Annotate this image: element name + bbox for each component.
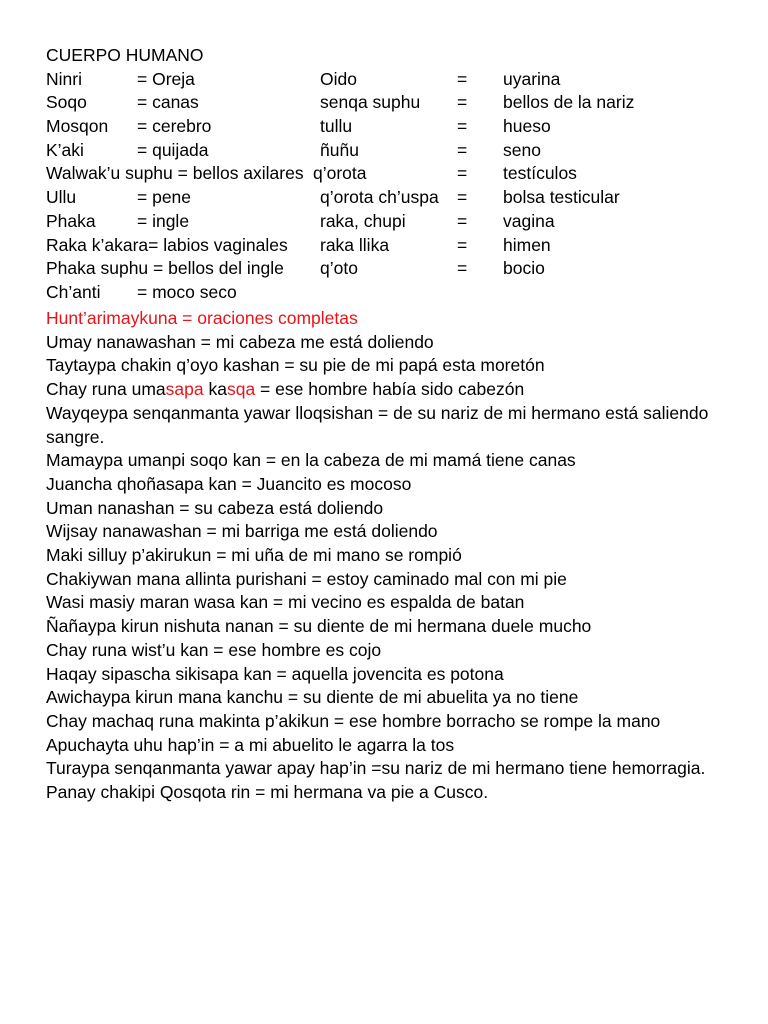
highlighted-suffix: sqa xyxy=(226,379,256,400)
equals-sign: = xyxy=(457,258,468,279)
quechua-term: Phaka xyxy=(46,210,96,231)
document-title: CUERPO HUMANO xyxy=(46,45,204,65)
vocab-row xyxy=(46,115,736,139)
equals-sign: = xyxy=(457,210,468,231)
sentence: Ñañaypa kirun nishuta nanan = su diente de mi hermana duele mucho xyxy=(46,616,592,637)
vocab-row xyxy=(46,139,736,163)
equals-sign: = xyxy=(457,139,468,160)
vocab-row xyxy=(46,257,736,281)
vocab-row xyxy=(46,162,736,186)
vocab-row xyxy=(46,210,736,234)
equals-sign: = xyxy=(457,163,468,184)
spanish-meaning: testículos xyxy=(503,163,577,184)
spanish-meaning: seno xyxy=(503,139,541,160)
sentence: Taytaypa chakin q’oyo kashan = su pie de mi papá esta moretón xyxy=(46,355,545,376)
sentence-part: Chay runa uma xyxy=(46,379,166,400)
sentence: Juancha qhoñasapa kan = Juancito es mocoso xyxy=(46,473,412,494)
sentence: Wayqeypa senqanmanta yawar lloqsishan = de su nariz de mi hermano está saliendo sangre. xyxy=(46,402,709,447)
sentence: Mamaypa umanpi soqo kan = en la cabeza de mi mamá tiene canas xyxy=(46,450,576,471)
equals-sign: = xyxy=(457,116,468,137)
sentence: Wijsay nanawashan = mi barriga me está doliendo xyxy=(46,521,438,542)
quechua-term: raka, chupi xyxy=(320,210,406,231)
vocabulary-list xyxy=(46,44,736,305)
spanish-meaning: bellos de la nariz xyxy=(503,92,635,113)
spanish-meaning: himen xyxy=(503,234,551,255)
sentence: Chakiywan mana allinta purishani = estoy caminado mal con mi pie xyxy=(46,568,567,589)
sentences-section xyxy=(46,307,736,805)
quechua-term: Ullu xyxy=(46,187,77,208)
quechua-term: q’oto xyxy=(320,258,358,279)
quechua-term: Ch’anti xyxy=(46,281,101,302)
sentence: Apuchayta uhu hap’in = a mi abuelito le agarra la tos xyxy=(46,734,455,755)
sentence: Umay nanawashan = mi cabeza me está doliendo xyxy=(46,331,434,352)
quechua-term: K’aki xyxy=(46,139,84,160)
sentence: Wasi masiy maran wasa kan = mi vecino es espalda de batan xyxy=(46,592,525,613)
spanish-meaning: = moco seco xyxy=(137,281,237,302)
sentence: Haqay sipascha sikisapa kan = aquella jovencita es potona xyxy=(46,663,504,684)
quechua-term: Ninri xyxy=(46,68,82,89)
vocab-row xyxy=(46,186,736,210)
spanish-meaning: = ingle xyxy=(137,210,190,231)
spanish-meaning: = Oreja xyxy=(137,68,195,89)
quechua-term: Mosqon xyxy=(46,116,109,137)
vocab-row xyxy=(46,234,736,258)
quechua-term: senqa suphu xyxy=(320,92,421,113)
spanish-meaning: = cerebro xyxy=(137,116,212,137)
quechua-term-with-meaning: Phaka suphu = bellos del ingle xyxy=(46,258,284,279)
quechua-term-with-meaning: Walwak’u suphu = bellos axilares xyxy=(46,163,304,184)
equals-sign: = xyxy=(457,92,468,113)
quechua-term: Oido xyxy=(320,68,357,89)
sentence: Chay runa wist’u kan = ese hombre es cojo xyxy=(46,639,382,660)
sentence: Panay chakipi Qosqota rin = mi hermana va pie a Cusco. xyxy=(46,782,489,803)
sentence: Uman nanashan = su cabeza está doliendo xyxy=(46,497,384,518)
spanish-meaning: uyarina xyxy=(503,68,561,89)
sentence: Chay machaq runa makinta p’akikun = ese hombre borracho se rompe la mano xyxy=(46,710,661,731)
spanish-meaning: = quijada xyxy=(137,139,209,160)
spanish-meaning: = pene xyxy=(137,187,192,208)
quechua-term: q’orota xyxy=(313,163,367,184)
sentence xyxy=(46,378,736,402)
quechua-term-with-meaning: Raka k’akara= labios vaginales xyxy=(46,234,288,255)
vocab-row xyxy=(46,68,736,92)
highlighted-suffix: sapa xyxy=(165,379,204,400)
vocab-row xyxy=(46,281,736,305)
quechua-term: ñuñu xyxy=(320,139,359,160)
vocab-title-row xyxy=(46,44,736,68)
spanish-meaning: hueso xyxy=(503,116,551,137)
sentence: Turaypa senqanmanta yawar apay hap’in =su nariz de mi hermano tiene hemorragia. xyxy=(46,758,706,779)
vocab-row xyxy=(46,91,736,115)
section-heading: Hunt’arimaykuna = oraciones completas xyxy=(46,308,358,328)
spanish-meaning: bocio xyxy=(503,258,545,279)
spanish-meaning: bolsa testicular xyxy=(503,187,620,208)
spanish-meaning: = canas xyxy=(137,92,199,113)
sentence: Maki silluy p’akirukun = mi uña de mi mano se rompió xyxy=(46,545,462,566)
quechua-term: raka llika xyxy=(320,234,390,255)
sentence-part: ka xyxy=(203,379,227,400)
equals-sign: = xyxy=(457,187,468,208)
equals-sign: = xyxy=(457,68,468,89)
quechua-term: tullu xyxy=(320,116,353,137)
quechua-term: Soqo xyxy=(46,92,87,113)
equals-sign: = xyxy=(457,234,468,255)
sentence-part: = ese hombre había sido cabezón xyxy=(255,379,525,400)
quechua-term: q’orota ch’uspa xyxy=(320,187,439,208)
sentence: Awichaypa kirun mana kanchu = su diente de mi abuelita ya no tiene xyxy=(46,687,579,708)
spanish-meaning: vagina xyxy=(503,210,555,231)
